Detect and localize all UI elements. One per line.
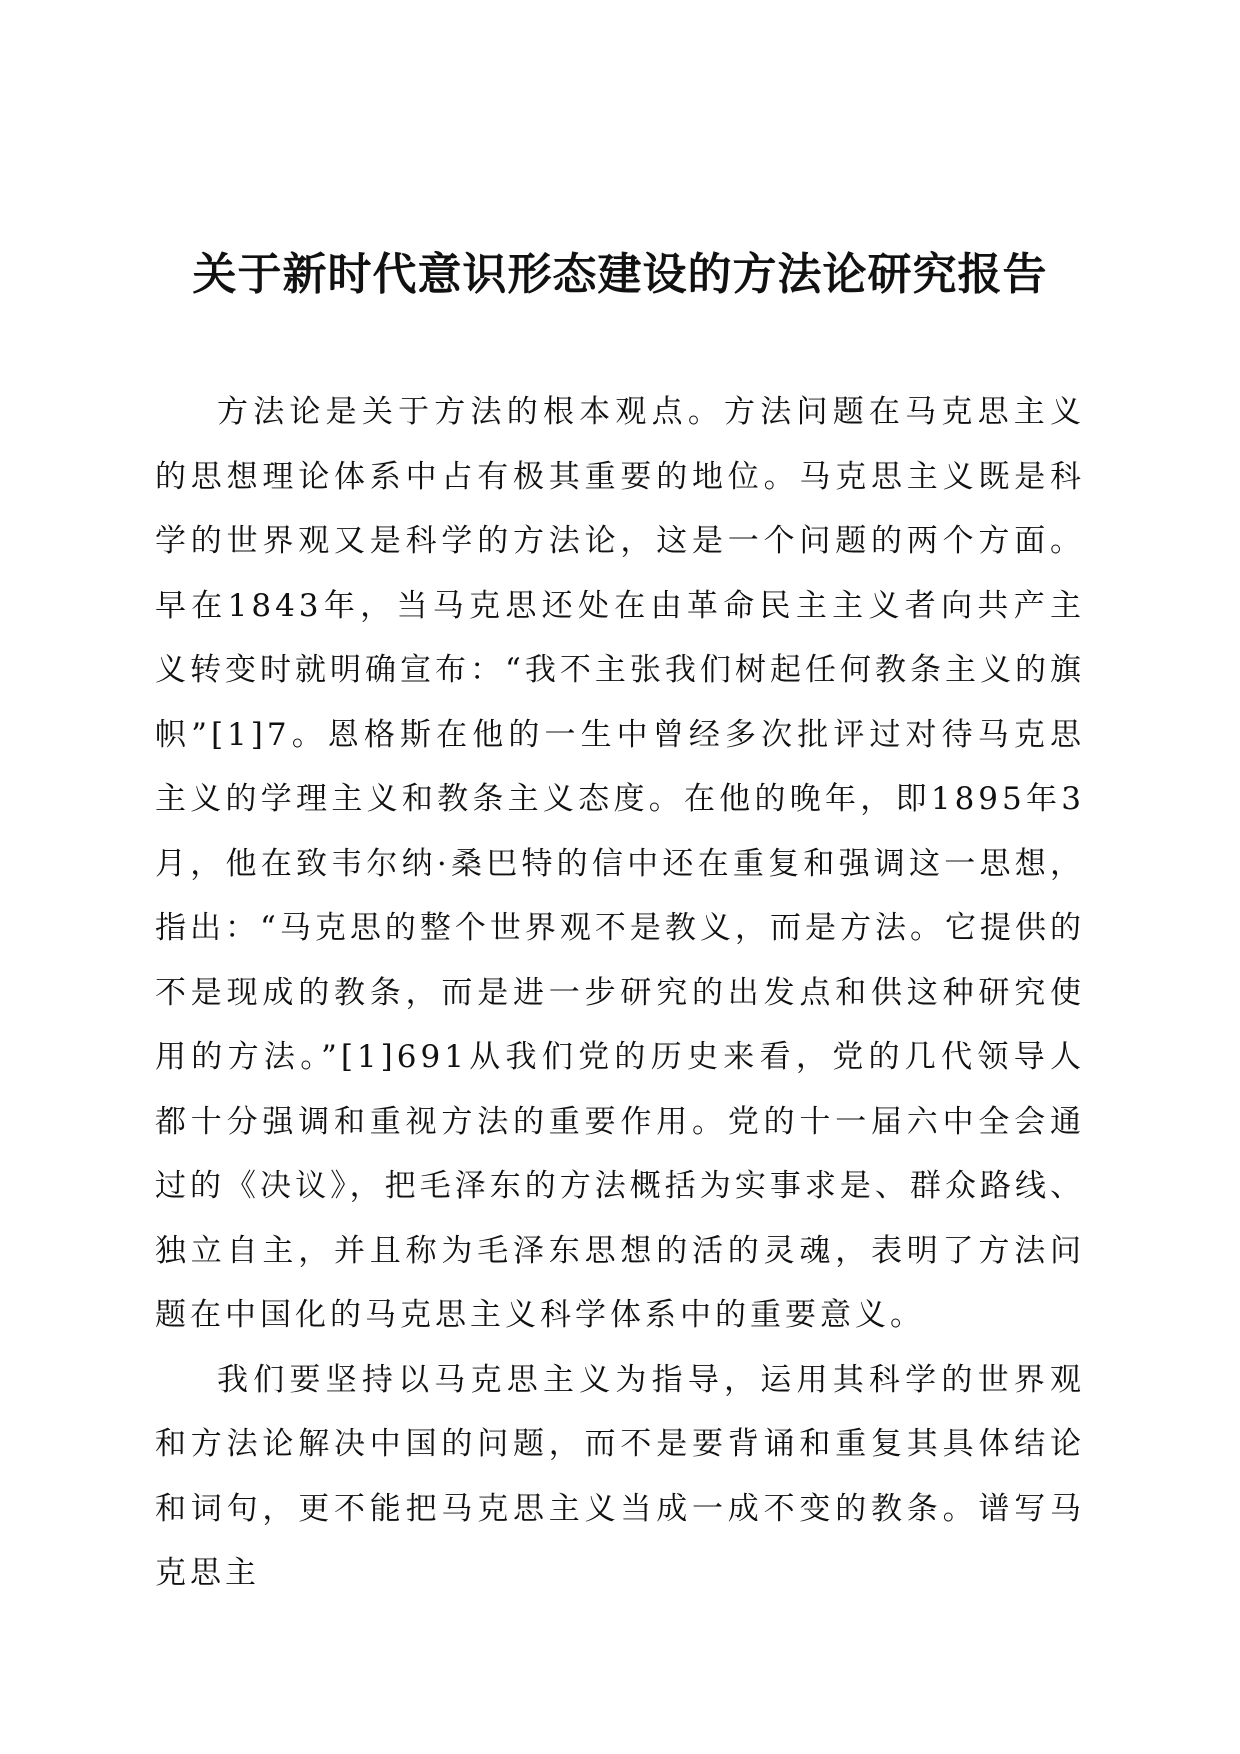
document-title: 关于新时代意识形态建设的方法论研究报告: [192, 249, 1048, 300]
document-body: [155, 380, 1085, 1606]
paragraph-2: 我们要坚持以马克思主义为指导，运用其科学的世界观和方法论解决中国的问题，而不是要背诵和重复其具体结论和词句，更不能把马克思主义当成一成不变的教条。谱写马克思主: [155, 1361, 1085, 1591]
paragraph-1: 方法论是关于方法的根本观点。方法问题在马克思主义的思想理论体系中占有极其重要的地位。马克思主义既是科学的世界观又是科学的方法论，这是一个问题的两个方面。早在1843年，当马克思还处在由革命民主主义者向共产主义转变时就明确宣布：“我不主张我们树起任何教条主义的旗帜”[1]7。恩格斯在他的一生中曾经多次批评过对待马克思主义的学理主义和教条主义态度。在他的晚年，即1895年3月，他在致韦尔纳·桑巴特的信中还在重复和强调这一思想，指出：“马克思的整个世界观不是教义，而是方法。它提供的不是现成的教条，而是进一步研究的出发点和供这种研究使用的方法。”[1]691从我们党的历史来看，党的几代领导人都十分强调和重视方法的重要作用。党的十一届六中全会通过的《决议》，把毛泽东的方法概括为实事求是、群众路线、独立自主，并且称为毛泽东思想的活的灵魂，表明了方法问题在中国化的马克思主义科学体系中的重要意义。: [155, 394, 1085, 1333]
